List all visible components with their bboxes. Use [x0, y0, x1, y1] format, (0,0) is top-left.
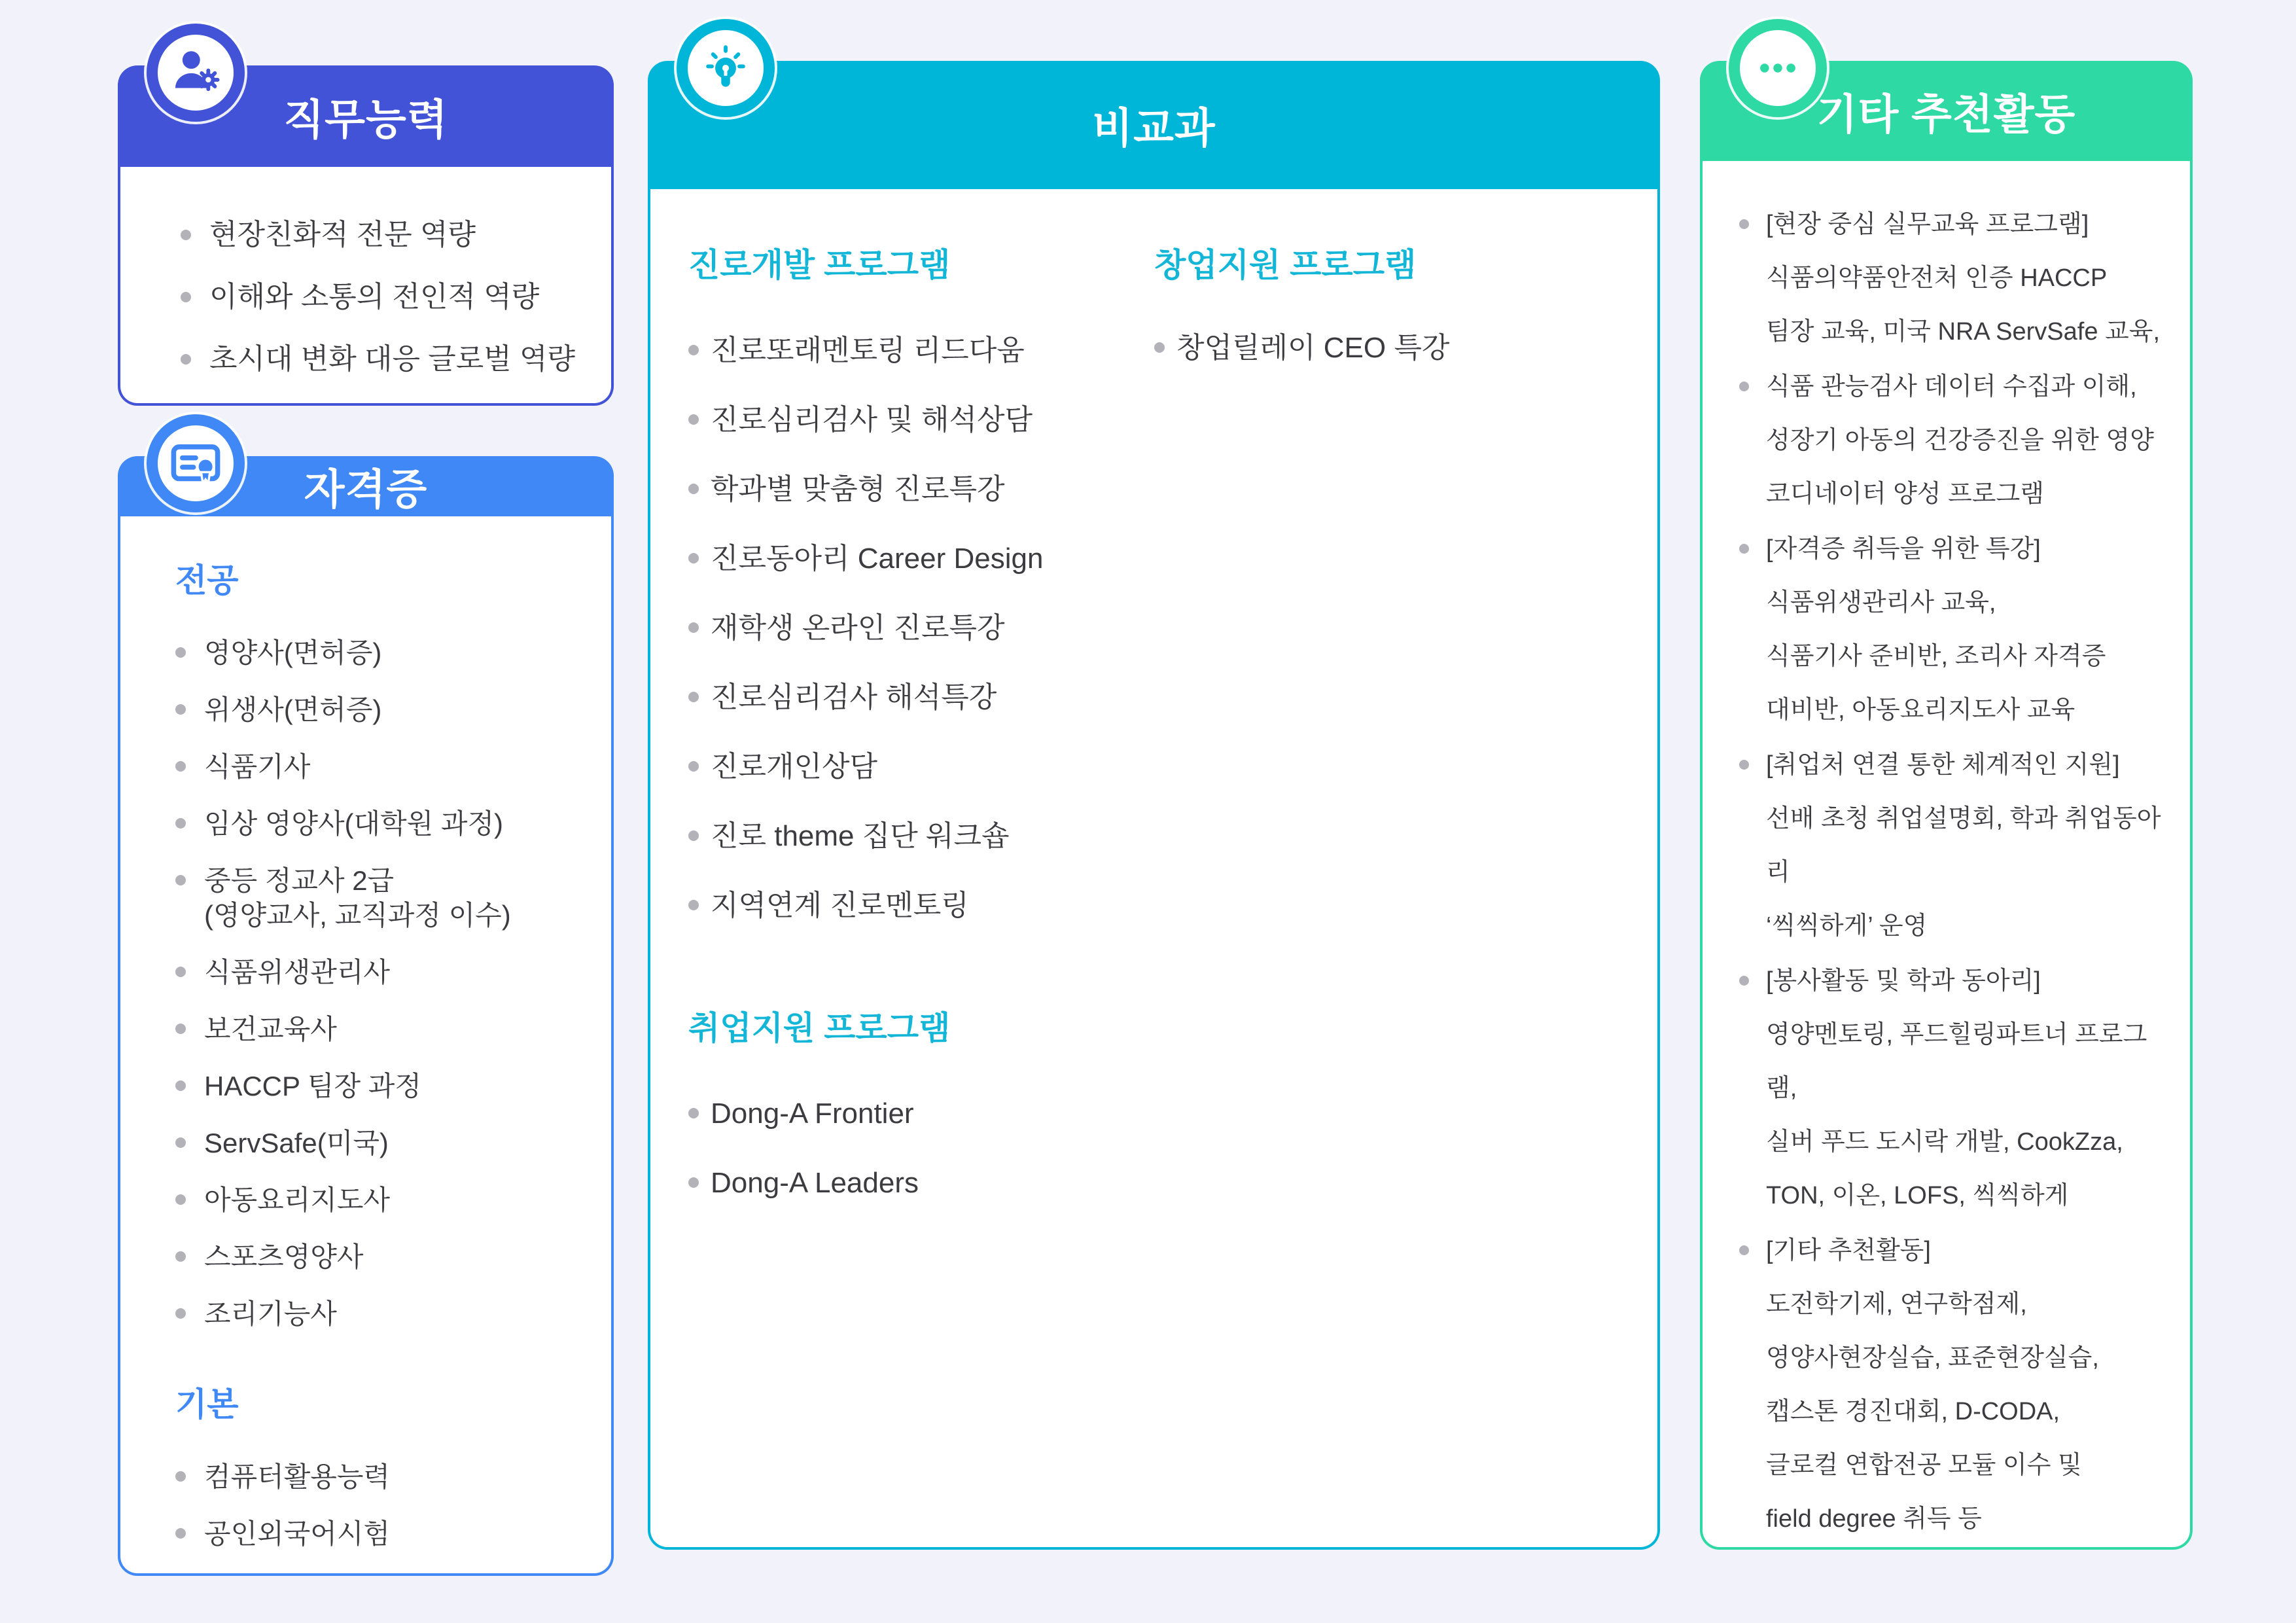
list-item-text: ServSafe(미국)	[204, 1128, 389, 1158]
basic-cert-list	[175, 1459, 592, 1551]
list-item-text: 스포츠영양사	[204, 1241, 364, 1272]
card-certifications	[118, 456, 614, 1550]
list-item	[1739, 1224, 2172, 1546]
list-item	[175, 1012, 592, 1046]
bullet-icon	[175, 704, 186, 715]
card-header	[648, 61, 1660, 189]
major-cert-list	[175, 635, 592, 1331]
bullet-icon	[1739, 219, 1749, 229]
list-item	[181, 279, 592, 315]
list-item-text: 보건교육사	[204, 1014, 337, 1044]
other-activities-list	[1739, 198, 2172, 1546]
bullet-icon	[175, 1024, 186, 1034]
list-item	[1739, 738, 2172, 953]
bullet-icon	[181, 230, 191, 240]
list-item	[175, 749, 592, 784]
list-item	[175, 1516, 592, 1551]
list-item-text: 조리기능사	[204, 1298, 337, 1329]
bullet-icon	[175, 1080, 186, 1091]
group-startup-support	[1154, 239, 1638, 367]
bullet-icon	[688, 484, 699, 494]
list-item-text: 식품기사	[204, 751, 311, 782]
bullet-icon	[181, 354, 191, 365]
job-competency-list	[181, 217, 592, 377]
card-title: 기타 추천활동	[1816, 90, 2076, 138]
bullet-icon	[175, 818, 186, 829]
card-body	[118, 516, 614, 1576]
list-item	[175, 1296, 592, 1331]
bullet-icon	[1739, 1245, 1749, 1255]
bullet-icon	[1739, 382, 1749, 391]
ellipsis-icon	[1729, 19, 1827, 117]
card-title: 직무능력	[283, 96, 448, 143]
card-body	[1700, 161, 2193, 1550]
list-item-text: 임상 영양사(대학원 과정)	[204, 808, 504, 839]
bullet-icon	[688, 345, 699, 355]
list-item	[688, 1095, 1154, 1133]
list-item-text: 재학생 온라인 진로특강	[711, 612, 1005, 644]
list-item-text: [취업처 연결 통한 체계적인 지원] 선배 초청 취업설명회, 학과 취업동아리 ‘씩씩하게’ 운영	[1766, 751, 2161, 940]
bullet-icon	[688, 830, 699, 841]
list-item	[688, 817, 1154, 855]
list-item-text: Dong-A Leaders	[711, 1167, 919, 1199]
list-item	[1739, 954, 2172, 1222]
list-item-text: 진로 theme 집단 워크숍	[711, 820, 1010, 852]
list-item-text: 컴퓨터활용능력	[204, 1461, 391, 1492]
list-item-text: 영양사(면허증)	[204, 637, 382, 668]
bullet-icon	[688, 553, 699, 563]
list-item-text: 아동요리지도사	[204, 1185, 391, 1215]
list-item-text: 식품 관능검사 데이터 수집과 이해, 성장기 아동의 건강증진을 위한 영양 코디네이터 양성 프로그램	[1766, 373, 2154, 508]
bullet-icon	[175, 875, 186, 885]
card-job-competency	[118, 65, 614, 406]
list-item	[688, 748, 1154, 786]
list-item-text: 진로심리검사 및 해석상담	[711, 404, 1033, 436]
bullet-icon	[175, 1137, 186, 1148]
career-development-list	[688, 332, 1154, 925]
bullet-icon	[688, 692, 699, 702]
list-item	[175, 1240, 592, 1274]
bullet-icon	[688, 1177, 699, 1188]
extracurricular-right-column	[1154, 239, 1638, 1234]
list-item-text: 이해와 소통의 전인적 역량	[209, 281, 540, 313]
bullet-icon	[175, 1308, 186, 1319]
list-item	[688, 401, 1154, 439]
list-item	[688, 1164, 1154, 1202]
section-heading-basic: 기본	[175, 1386, 239, 1423]
list-item-text: [기타 추천활동] 도전학기제, 연구학점제, 영양사현장실습, 표준현장실습, 캡스톤 경진대회, D-CODA, 글로컬 연합전공 모듈 이수 및 field degree 취득 등	[1766, 1237, 2099, 1533]
list-item-text: [현장 중심 실무교육 프로그램] 식품의약품안전처 인증 HACCP 팀장 교육, 미국 NRA ServSafe 교육,	[1766, 211, 2161, 346]
list-item	[181, 341, 592, 377]
bullet-icon	[1739, 760, 1749, 770]
bullet-icon	[688, 622, 699, 633]
group-heading: 진로개발 프로그램	[688, 247, 951, 283]
bullet-icon	[175, 1251, 186, 1262]
bullet-icon	[175, 647, 186, 658]
list-item	[688, 609, 1154, 647]
card-body	[648, 189, 1660, 1550]
bullet-icon	[1154, 342, 1165, 353]
list-item	[1739, 522, 2172, 737]
list-item-text: 진로동아리 Career Design	[711, 543, 1044, 575]
list-item	[175, 1069, 592, 1103]
bullet-icon	[688, 900, 699, 910]
list-item	[175, 1459, 592, 1494]
group-heading: 취업지원 프로그램	[688, 1010, 951, 1046]
lightbulb-icon	[677, 19, 775, 117]
bullet-icon	[175, 1194, 186, 1205]
list-item	[1154, 329, 1638, 367]
section-heading-major: 전공	[175, 562, 239, 599]
group-employment-support	[688, 1002, 1154, 1202]
bullet-icon	[175, 967, 186, 977]
list-item	[175, 806, 592, 841]
bullet-icon	[688, 1108, 699, 1118]
card-title: 비교과	[1092, 105, 1216, 152]
list-item	[175, 1183, 592, 1217]
list-item-text: [봉사활동 및 학과 동아리] 영양멘토링, 푸드힐링파트너 프로그램, 실버 푸드 도시락 개발, CookZza, TON, 이온, LOFS, 씩씩하게	[1766, 967, 2147, 1209]
list-item	[181, 217, 592, 253]
bullet-icon	[1739, 976, 1749, 986]
list-item	[1739, 198, 2172, 359]
certificate-icon	[147, 414, 245, 512]
card-other-activities	[1700, 61, 2193, 1550]
list-item	[175, 635, 592, 670]
list-item	[175, 863, 592, 933]
list-item	[688, 679, 1154, 717]
bullet-icon	[688, 761, 699, 772]
extracurricular-left-column	[688, 239, 1154, 1234]
list-item-text: Dong-A Frontier	[711, 1097, 914, 1130]
list-item-text: 위생사(면허증)	[204, 694, 382, 725]
employment-support-list	[688, 1095, 1154, 1202]
list-item-text: [자격증 취득을 위한 특강] 식품위생관리사 교육, 식품기사 준비반, 조리사 자격증 대비반, 아동요리지도사 교육	[1766, 535, 2106, 724]
list-item-text: 공인외국어시험	[204, 1518, 391, 1549]
bullet-icon	[1739, 544, 1749, 554]
list-item-text: 중등 정교사 2급 (영양교사, 교직과정 이수)	[204, 865, 511, 931]
bullet-icon	[181, 292, 191, 302]
startup-support-list	[1154, 329, 1638, 367]
list-item-text: 진로개인상담	[711, 751, 878, 783]
list-item-text: 학과별 맞춤형 진로특강	[711, 473, 1005, 505]
card-body	[118, 167, 614, 406]
list-item	[175, 692, 592, 727]
list-item	[175, 1126, 592, 1160]
extracurricular-columns	[688, 239, 1638, 1234]
list-item-text: HACCP 팀장 과정	[204, 1071, 421, 1101]
list-item-text: 진로심리검사 해석특강	[711, 681, 997, 713]
list-item-text: 지역연계 진로멘토링	[711, 889, 969, 921]
card-extracurricular	[648, 61, 1660, 1550]
bullet-icon	[175, 1471, 186, 1482]
list-item	[688, 540, 1154, 578]
list-item-text: 창업릴레이 CEO 특강	[1176, 332, 1450, 364]
group-career-development	[688, 239, 1154, 925]
bullet-icon	[175, 1528, 186, 1539]
list-item-text: 현장친화적 전문 역량	[209, 219, 476, 251]
bullet-icon	[688, 414, 699, 425]
list-item-text: 진로또래멘토링 리드다움	[711, 334, 1025, 366]
list-item	[688, 332, 1154, 370]
bullet-icon	[175, 761, 186, 772]
card-title: 자격증	[304, 466, 428, 513]
list-item-text: 초시대 변화 대응 글로벌 역량	[209, 343, 575, 375]
list-item	[175, 955, 592, 990]
list-item	[1739, 360, 2172, 521]
person-gear-icon	[147, 24, 245, 122]
list-item	[688, 471, 1154, 508]
group-heading: 창업지원 프로그램	[1154, 247, 1417, 283]
list-item	[688, 887, 1154, 925]
list-item-text: 식품위생관리사	[204, 957, 391, 988]
